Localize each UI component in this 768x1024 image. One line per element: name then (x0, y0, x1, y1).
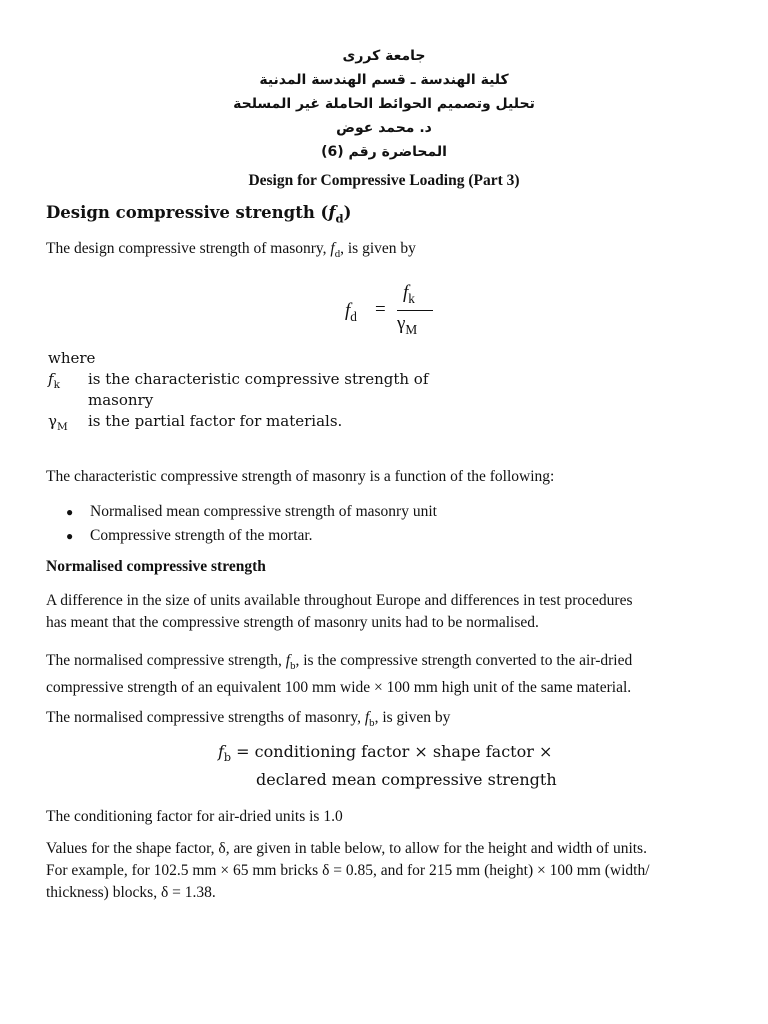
gamma-subscript: M (56, 421, 68, 433)
definition-text: is the partial factor for materials. (88, 412, 343, 430)
paragraph-line: thickness) blocks, δ = 1.38. (46, 884, 216, 901)
definition-text: is the characteristic compressive strength of (88, 370, 429, 388)
formula-lhs-symbol: f (345, 300, 351, 321)
list-item-text: Compressive strength of the mortar. (90, 527, 313, 544)
definition-fk (48, 369, 468, 390)
design-strength-formula (345, 282, 445, 342)
normalised-given-paragraph (46, 707, 736, 734)
where-definitions (48, 348, 468, 432)
intro-subscript: d (334, 248, 341, 261)
normalisation-paragraph (46, 590, 736, 634)
fraction-bar (397, 310, 433, 311)
where-label: where (48, 349, 96, 367)
text-segment: , is the compressive strength converted to the air-dried (295, 652, 633, 669)
formula-text: = conditioning factor × shape factor × (231, 742, 553, 761)
characteristic-paragraph: The characteristic compressive strength of masonry is a function of the following: (46, 468, 555, 485)
bullet-icon: ● (66, 505, 74, 519)
paragraph-line: A difference in the size of units available throughout Europe and differences in test procedures (46, 592, 633, 609)
definition-gamma-m (48, 411, 468, 432)
formula-den-symbol: γ (397, 313, 406, 334)
faculty-name: كلية الهندسة ـ قسم الهندسة المدنية (259, 72, 509, 88)
arabic-header (0, 44, 768, 164)
definition-symbol (48, 411, 68, 438)
heading-symbol: f (328, 203, 336, 222)
intro-paragraph (46, 238, 736, 265)
paragraph-line: has meant that the compressive strength of masonry units had to be normalised. (46, 614, 539, 631)
fb-subscript: b (369, 717, 375, 730)
section-heading-design-strength (46, 203, 351, 225)
definition-text-continued: masonry (88, 391, 154, 409)
lecturer-name: د. محمد عوض (336, 120, 432, 136)
formula-lhs-subscript: d (350, 308, 357, 324)
normalised-strength-formula (218, 741, 578, 791)
paragraph-line: For example, for 102.5 mm × 65 mm bricks δ = 0.85, and for 215 mm (height) × 100 mm (width/ (46, 862, 650, 879)
fb-subscript: b (223, 751, 232, 765)
formula-line (218, 741, 578, 769)
where-label-row (48, 348, 468, 369)
paragraph-line: Values for the shape factor, δ, are given in table below, to allow for the height and width of units. (46, 840, 647, 857)
formula-line: declared mean compressive strength (256, 770, 557, 790)
page-title: Design for Compressive Loading (Part 3) (248, 172, 520, 189)
heading-text: Design compressive strength ( (46, 203, 329, 222)
paragraph-line: compressive strength of an equivalent 100 mm wide × 100 mm high unit of the same material. (46, 679, 632, 697)
formula-denominator (397, 313, 417, 338)
fk-symbol: f (48, 370, 54, 388)
lecture-number: المحاضرة رقم (6) (321, 144, 447, 160)
normalised-definition-paragraph (46, 650, 736, 699)
formula-equals: = (375, 299, 386, 320)
fb-symbol: f (285, 652, 291, 669)
gamma-symbol: γ (48, 412, 57, 430)
formula-den-subscript: M (405, 321, 418, 337)
list-item-text: Normalised mean compressive strength of masonry unit (90, 503, 437, 520)
formula-num-subscript: k (408, 290, 415, 306)
text-segment: The normalised compressive strengths of masonry, (46, 709, 365, 726)
fk-subscript: k (53, 379, 60, 391)
formula-lhs (345, 300, 357, 325)
heading-end: ) (343, 203, 352, 222)
intro-text-b: , is given by (340, 240, 416, 257)
paragraph-line (46, 650, 736, 677)
bullet-icon: ● (66, 529, 74, 543)
university-name: جامعة كررى (342, 48, 426, 64)
heading-subscript: d (335, 211, 344, 226)
shape-factor-paragraph (46, 838, 736, 904)
section-heading-normalised: Normalised compressive strength (46, 558, 266, 575)
text-segment: , is given by (374, 709, 451, 726)
course-name: تحليل وتصميم الحوائط الحاملة غير المسلحة (233, 96, 535, 112)
definition-fk-continued (48, 390, 468, 411)
fb-subscript: b (290, 660, 296, 673)
intro-text-a: The design compressive strength of masonry, (46, 240, 331, 257)
conditioning-paragraph: The conditioning factor for air-dried units is 1.0 (46, 808, 343, 825)
fb-symbol: f (218, 742, 224, 761)
intro-symbol: f (330, 240, 335, 257)
text-segment: The normalised compressive strength, (46, 652, 286, 669)
formula-num-symbol: f (403, 282, 409, 303)
fb-symbol: f (364, 709, 370, 726)
formula-numerator (403, 282, 415, 307)
